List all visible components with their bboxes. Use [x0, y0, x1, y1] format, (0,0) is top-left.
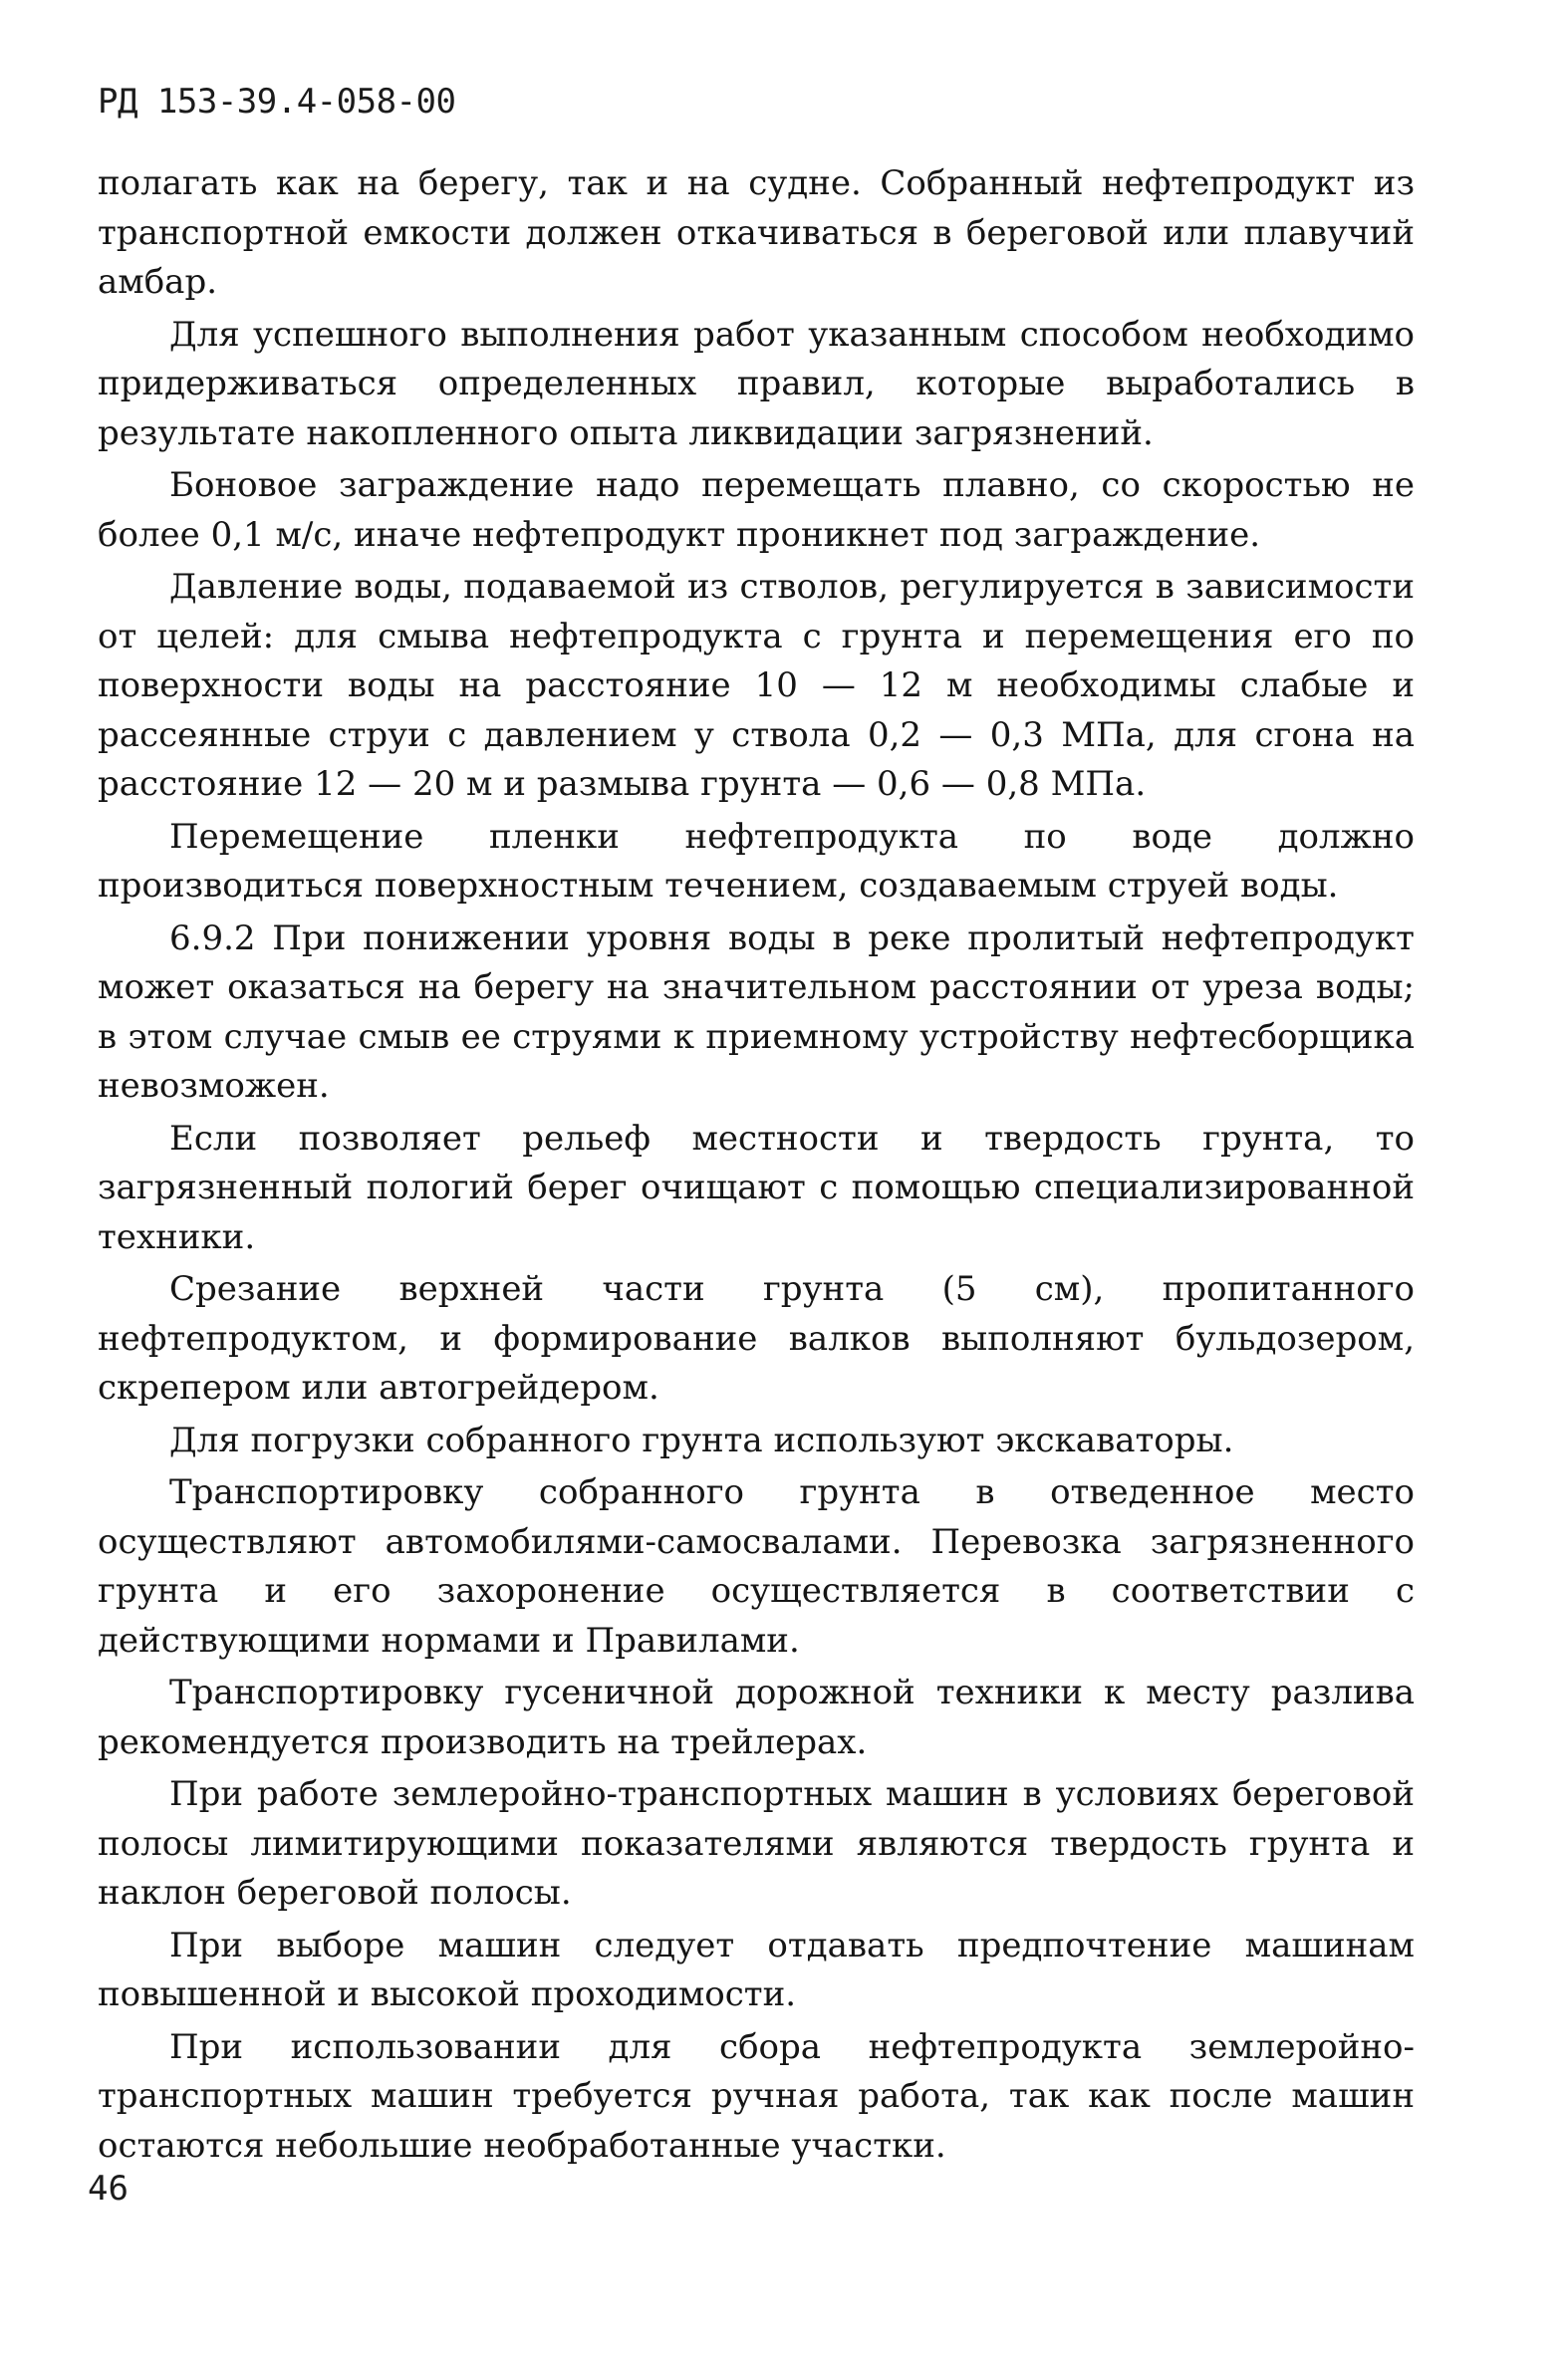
paragraph: При работе землеройно-транспортных машин в условиях береговой полосы лимитирующими показателями являются твердость грунта и наклон береговой полосы.	[98, 1774, 1415, 1913]
paragraph: Для успешного выполнения работ указанным способом необходимо придерживаться определенных правил, которые выработались в результате накопленного опыта ликвидации загрязнений.	[98, 314, 1415, 453]
paragraph: Транспортировку собранного грунта в отведенное место осуществляют автомобилями-самосвалами. Перевозка загрязненного грунта и его захоронение осуществляется в соответствии с действующими нормами и Правилами.	[98, 1472, 1415, 1661]
paragraph: Боновое заграждение надо перемещать плавно, со скоростью не более 0,1 м/с, иначе нефтепродукт проникнет под заграждение.	[98, 465, 1415, 555]
document-code: РД 153-39.4-058-00	[98, 82, 456, 122]
paragraph: Перемещение пленки нефтепродукта по воде должно производиться поверхностным течением, создаваемым струей воды.	[98, 816, 1415, 906]
paragraph: При выборе машин следует отдавать предпочтение машинам повышенной и высокой проходимости.	[98, 1925, 1415, 2014]
body-text	[98, 159, 1415, 2174]
paragraph: Для погрузки собранного грунта используют экскаваторы.	[169, 1420, 1234, 1460]
page-number: 46	[88, 2169, 129, 2209]
paragraph: Если позволяет рельеф местности и твердость грунта, то загрязненный пологий берег очищают с помощью специализированной техники.	[98, 1118, 1415, 1257]
paragraph: При использовании для сбора нефтепродукта землеройно-транспортных машин требуется ручная работа, так как после машин остаются небольшие необработанные участки.	[98, 2026, 1415, 2166]
paragraph: Давление воды, подаваемой из стволов, регулируется в зависимости от целей: для смыва нефтепродукта с грунта и перемещения его по поверхности воды на расстояние 10 — 12 м необходимы слабые и рассеянные струи с давлением у ствола 0,2 — 0,3 МПа, для сгона на расстояние 12 — 20 м и размыва грунта — 0,6 — 0,8 МПа.	[98, 567, 1415, 804]
paragraph: Транспортировку гусеничной дорожной техники к месту разлива рекомендуется производить на трейлерах.	[98, 1673, 1415, 1762]
paragraph: полагать как на берегу, так и на судне. Собранный нефтепродукт из транспортной емкости должен откачиваться в береговой или плавучий амбар.	[98, 163, 1415, 302]
paragraph: Срезание верхней части грунта (5 см), пропитанного нефтепродуктом, и формирование валков выполняют бульдозером, скрепером или автогрейдером.	[98, 1269, 1415, 1408]
paragraph: 6.9.2 При понижении уровня воды в реке пролитый нефтепродукт может оказаться на берегу на значительном расстоянии от уреза воды; в этом случае смыв ее струями к приемному устройству нефтесборщика невозможен.	[98, 917, 1415, 1106]
